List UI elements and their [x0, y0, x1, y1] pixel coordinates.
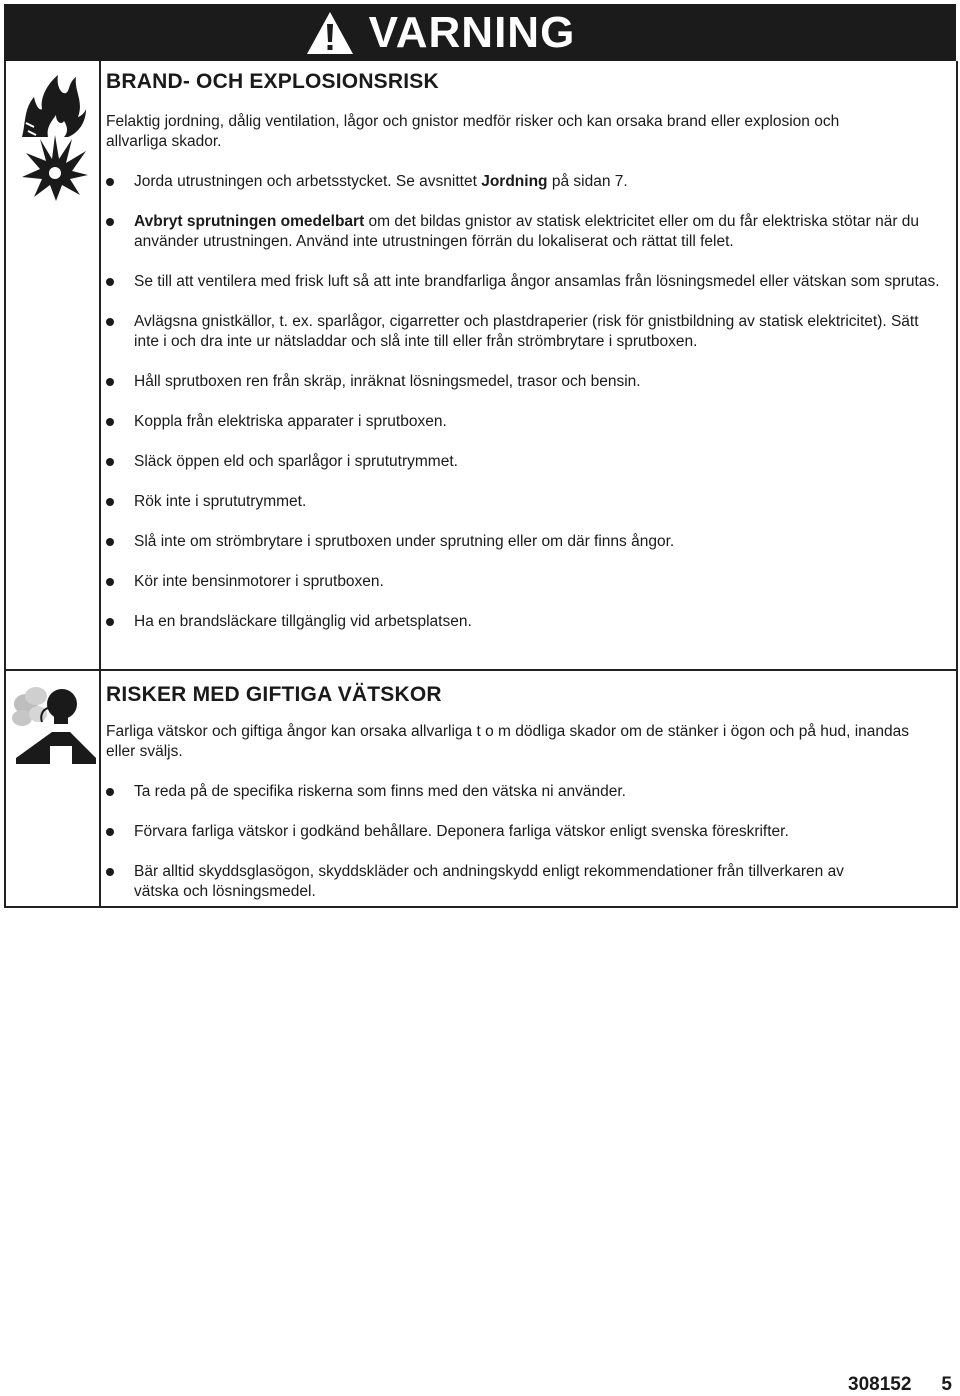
fire-content: [106, 61, 944, 632]
toxic-fumes-icon: [12, 682, 96, 768]
fire-bullet-list: [106, 172, 944, 632]
toxic-content: [106, 670, 944, 902]
list-item: Håll sprutboxen ren från skräp, inräknat lösningsmedel, trasor och bensin.: [106, 372, 944, 392]
list-item: Rök inte i sprututrymmet.: [106, 492, 944, 512]
list-item: Kör inte bensinmotorer i sprutboxen.: [106, 572, 944, 592]
section-divider: [99, 670, 101, 906]
fire-hazard-section: [4, 61, 958, 671]
list-item: Ha en brandsläckare tillgänglig vid arbetsplatsen.: [106, 612, 944, 632]
section-heading: RISKER MED GIFTIGA VÄTSKOR: [106, 683, 442, 706]
banner-title: VARNING: [368, 7, 576, 57]
list-item: Jorda utrustningen och arbetsstycket. Se avsnittet Jordning på sidan 7.: [106, 172, 944, 192]
toxic-hazard-section: [4, 670, 958, 908]
list-item: Ta reda på de specifika riskerna som finns med den vätska ni använder.: [106, 782, 944, 802]
toxic-bullet-list: [106, 782, 944, 902]
page-number: 5: [941, 1374, 952, 1395]
list-item: Bär alltid skyddsglasögon, skyddskläder och andningskydd enligt rekommendationer från tillverkaren av vätska och lösningsmedel.: [106, 862, 944, 902]
list-item: Slå inte om strömbrytare i sprutboxen under sprutning eller om där finns ångor.: [106, 532, 944, 552]
section-divider: [99, 61, 101, 669]
list-item: Avbryt sprutningen omedelbart om det bildas gnistor av statisk elektricitet eller om du får elektriska stötar när du använder utrustningen. Använd inte utrustningen förrän du lokaliserat och rättat till felet.: [106, 212, 944, 252]
list-item: Se till att ventilera med frisk luft så att inte brandfarliga ångor ansamlas från lösningsmedel eller vätskan som sprutas.: [106, 272, 944, 292]
section-heading: BRAND- OCH EXPLOSIONSRISK: [106, 70, 439, 93]
document-number: 308152: [848, 1374, 912, 1395]
list-item: Förvara farliga vätskor i godkänd behållare. Deponera farliga vätskor enligt svenska föreskrifter.: [106, 822, 944, 842]
list-item: Avlägsna gnistkällor, t. ex. sparlågor, cigarretter och plastdraperier (risk för gnistbildning av statisk elektricitet). Sätt inte i och dra inte ur nätsladdar och slå inte till eller från strömbrytare i sprutboxen.: [106, 312, 944, 352]
list-item: Släck öppen eld och sparlågor i sprututrymmet.: [106, 452, 944, 472]
section-intro: Felaktig jordning, dålig ventilation, lågor och gnistor medför risker och kan orsaka brand eller explosion och allvarliga skador.: [106, 113, 840, 150]
warning-triangle-icon: [305, 10, 355, 56]
list-item: Koppla från elektriska apparater i sprutboxen.: [106, 412, 944, 432]
explosion-icon: [20, 133, 90, 203]
warning-banner: [4, 4, 956, 61]
section-intro: Farliga vätskor och giftiga ångor kan orsaka allvarliga t o m dödliga skador om de stänker i ögon och på hud, inandas eller sväljs.: [106, 723, 910, 760]
